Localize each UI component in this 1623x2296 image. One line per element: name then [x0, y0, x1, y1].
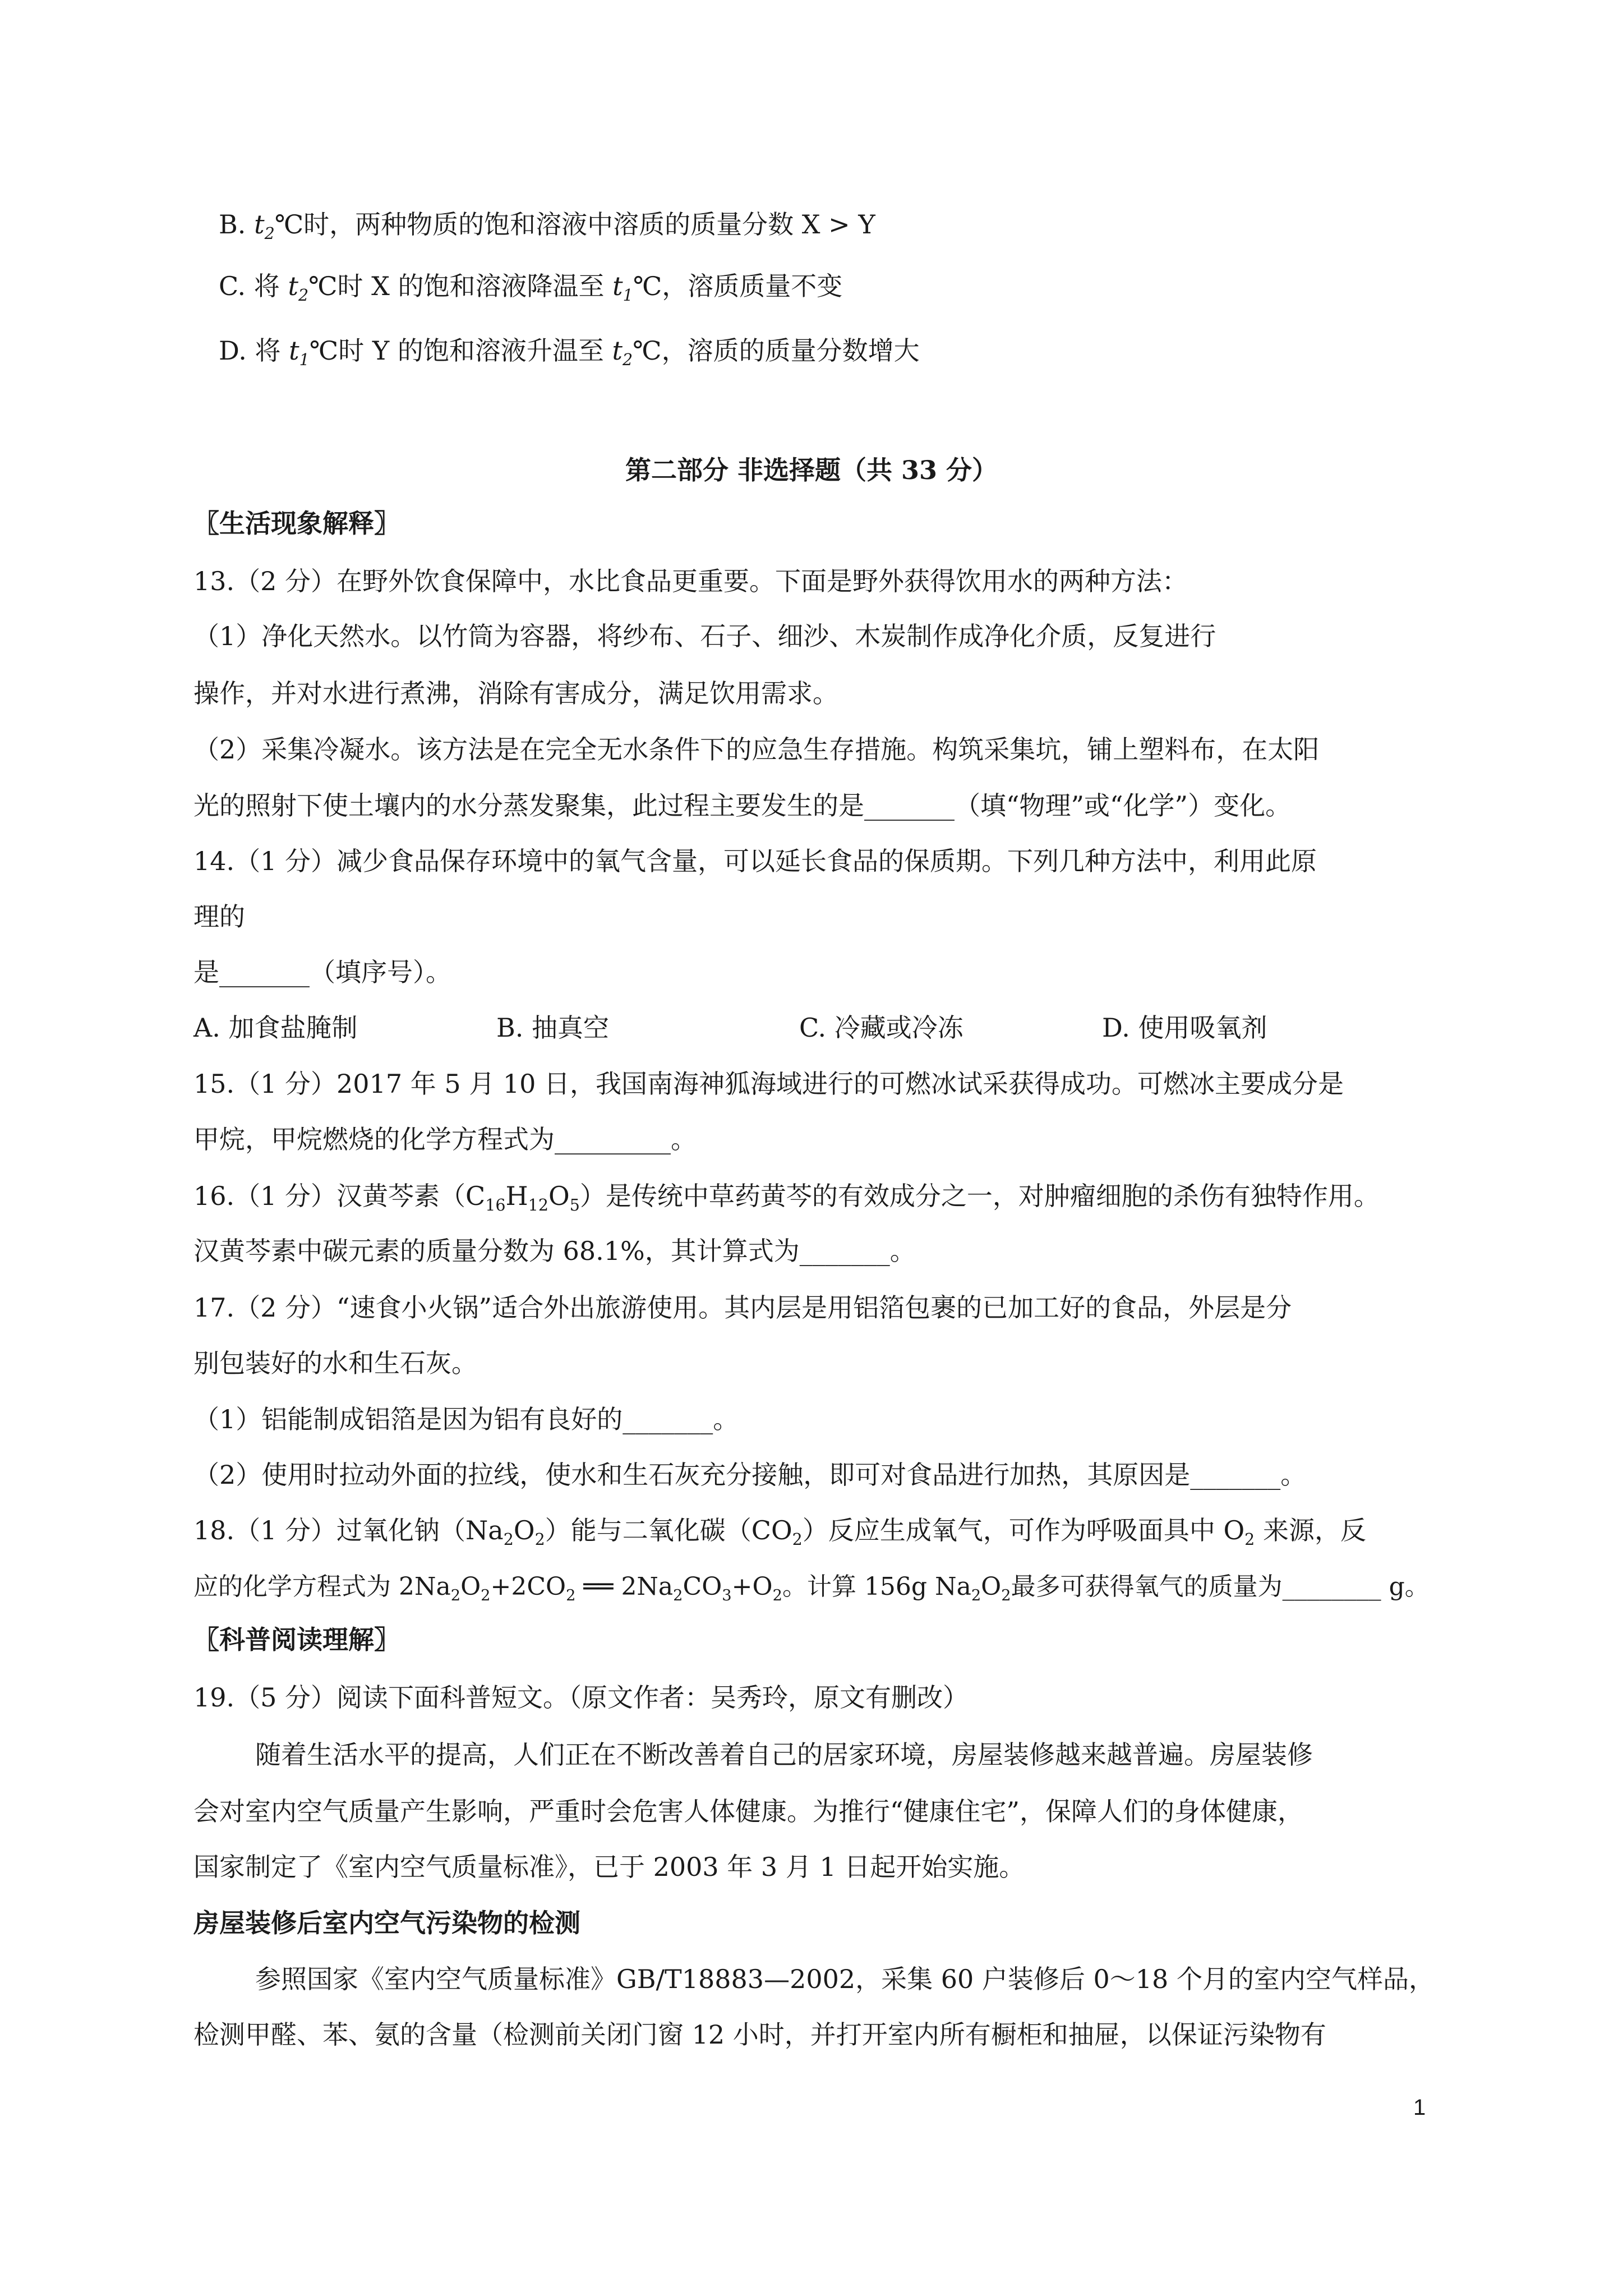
formula-subscript: 2 [971, 1586, 981, 1604]
question-text: （2）使用时拉动外面的拉线，使水和生石灰充分接触，即可对食品进行加热，其原因是 [193, 1460, 1191, 1490]
option-b [219, 208, 875, 241]
option-d-text: ℃时 Y 的饱和溶液升温至 [309, 335, 604, 366]
formula-element: O [513, 1515, 535, 1545]
formula-subscript: 3 [722, 1586, 732, 1604]
question-15-stem: 15.（1 分）2017 年 5 月 10 日，我国南海神狐海域进行的可燃冰试采获得成功。可燃冰主要成分是 [193, 1069, 1344, 1099]
question-18-equation-line [193, 1570, 1430, 1604]
question-text: 汉黄芩素中碳元素的质量分数为 68.1%，其计算式为 [193, 1236, 800, 1266]
formula-element: O [460, 1572, 481, 1601]
question-text: 。 [889, 1236, 916, 1266]
question-text: （填“物理”或“化学”）变化。 [955, 790, 1292, 821]
formula-subscript: 2 [792, 1530, 803, 1549]
passage-paragraph-1-line-2: 会对室内空气质量产生影响，严重时会危害人体健康。为推行“健康住宅”，保障人们的身体健康， [193, 1796, 1304, 1826]
answer-blank[interactable]: _________ [555, 1124, 671, 1154]
answer-blank[interactable]: _______ [1190, 1460, 1281, 1490]
formula-subscript: 2 [772, 1586, 782, 1604]
formula-subscript: 12 [528, 1196, 548, 1215]
question-13-part2: （2）采集冷凝水。该方法是在完全无水条件下的应急生存措施。构筑采集坑，铺上塑料布，在太阳 [193, 734, 1320, 765]
question-text: 。 [1280, 1460, 1307, 1490]
temp-symbol: t [288, 271, 298, 301]
temp-symbol: t [254, 209, 265, 240]
question-14-stem: 14.（1 分）减少食品保存环境中的氧气含量，可以延长食品的保质期。下列几种方法中，利用此原 [193, 846, 1317, 876]
question-text: 应的化学方程式为 2Na [193, 1572, 451, 1601]
formula-subscript: 2 [450, 1586, 461, 1604]
part-title: 第二部分 非选择题（共 33 分） [625, 455, 998, 485]
temp-subscript: 1 [299, 351, 310, 370]
question-16-answer-line [193, 1234, 916, 1268]
question-14-answer-line [193, 955, 451, 989]
formula-element: CO [683, 1572, 722, 1601]
formula-subscript: 16 [485, 1196, 506, 1215]
question-text: 。 [671, 1124, 697, 1154]
question-text: 。 [713, 1404, 739, 1434]
question-text: ）反应生成氧气，可作为呼吸面具中 O [802, 1515, 1245, 1545]
formula-element: +O [731, 1572, 773, 1601]
formula-subscript: 2 [1001, 1586, 1011, 1604]
question-text: ）能与二氧化碳（CO [545, 1515, 792, 1545]
option-d-text-end: ℃，溶质的质量分数增大 [633, 335, 920, 366]
question-16-stem [193, 1179, 1380, 1213]
question-13-stem: 13.（2 分）在野外饮食保障中，水比食品更重要。下面是野外获得饮用水的两种方法： [193, 566, 1188, 596]
option-c-label: C. 将 [219, 271, 280, 301]
formula-element: O [548, 1181, 570, 1211]
passage-paragraph-2: 参照国家《室内空气质量标准》GB/T18883—2002，采集 60 户装修后 0～18 个月的室内空气样品， [255, 1964, 1435, 1994]
question-17-part2 [193, 1458, 1306, 1492]
question-text: 来源，反 [1255, 1515, 1366, 1545]
answer-blank[interactable]: _______ [864, 790, 955, 821]
option-c-text-end: ℃，溶质质量不变 [633, 271, 843, 301]
option-a: A. 加食盐腌制 [193, 1013, 358, 1043]
question-text: 光的照射下使土壤内的水分蒸发聚集，此过程主要发生的是 [193, 790, 864, 821]
question-text: 16.（1 分）汉黄芩素（C [193, 1181, 486, 1211]
formula-subscript: 2 [503, 1530, 514, 1549]
question-17-stem-cont: 别包装好的水和生石灰。 [193, 1348, 477, 1378]
answer-blank[interactable]: _______ [219, 957, 310, 987]
formula-subscript: 2 [673, 1586, 683, 1604]
passage-paragraph-1: 随着生活水平的提高，人们正在不断改善着自己的居家环境，房屋装修越来越普遍。房屋装修 [255, 1740, 1313, 1770]
temp-symbol: t [612, 335, 623, 366]
question-14-stem-cont: 理的 [193, 901, 245, 932]
option-d [219, 334, 920, 370]
question-17-part1 [193, 1402, 739, 1436]
formula-element: H [505, 1181, 528, 1211]
formula-subscript: 2 [534, 1530, 545, 1549]
temp-subscript: 1 [623, 286, 633, 305]
page-number: 1 [1413, 2095, 1426, 2120]
option-b: B. 抽真空 [496, 1013, 610, 1043]
question-text: 甲烷，甲烷燃烧的化学方程式为 [193, 1124, 555, 1154]
question-text: g。 [1381, 1572, 1430, 1601]
question-13-part1-cont: 操作，并对水进行煮沸，消除有害成分，满足饮用需求。 [193, 678, 838, 708]
question-17-stem: 17.（2 分）“速食小火锅”适合外出旅游使用。其内层是用铝箔包裹的已加工好的食品，外层是分 [193, 1292, 1292, 1323]
question-13-part2-cont [193, 789, 1291, 822]
answer-blank[interactable]: _______ [799, 1236, 890, 1266]
question-text: 是 [193, 957, 219, 987]
question-text: （1）铝能制成铝箔是因为铝有良好的 [193, 1404, 623, 1434]
temp-symbol: t [612, 271, 623, 301]
option-b-text: ℃时，两种物质的饱和溶液中溶质的质量分数 X > Y [274, 209, 875, 240]
question-14-options [193, 1011, 1267, 1045]
question-18-stem [193, 1513, 1366, 1547]
option-c-text: ℃时 X 的饱和溶液降温至 [308, 271, 605, 301]
formula-element: +2CO [490, 1572, 566, 1601]
temp-subscript: 2 [298, 286, 309, 305]
section-heading-science: 〖科普阅读理解〗 [193, 1625, 400, 1655]
question-15-answer-line [193, 1122, 697, 1156]
passage-paragraph-1-line-3: 国家制定了《室内空气质量标准》，已于 2003 年 3 月 1 日起开始实施。 [193, 1852, 1025, 1882]
temp-subscript: 2 [622, 351, 633, 370]
section-heading-life: 〖生活现象解释〗 [193, 508, 400, 539]
option-d: D. 使用吸氧剂 [1102, 1013, 1267, 1043]
question-19-stem: 19.（5 分）阅读下面科普短文。（原文作者：吴秀玲，原文有删改） [193, 1682, 969, 1713]
formula-element: O [981, 1572, 1002, 1601]
passage-heading: 房屋装修后室内空气污染物的检测 [193, 1908, 580, 1938]
option-c [219, 269, 842, 303]
formula-subscript: 5 [569, 1196, 580, 1215]
question-text: 18.（1 分）过氧化钠（Na [193, 1515, 504, 1545]
option-d-label: D. 将 [219, 335, 281, 366]
formula-subscript: 2 [566, 1586, 576, 1604]
temp-symbol: t [289, 335, 299, 366]
formula-subscript: 2 [481, 1586, 491, 1604]
passage-paragraph-2-line-2: 检测甲醛、苯、氨的含量（检测前关闭门窗 12 小时，并打开室内所有橱柜和抽屉，以保证污染物有 [193, 2019, 1326, 2050]
formula-subscript: 2 [1244, 1530, 1255, 1549]
option-c: C. 冷藏或冷冻 [799, 1013, 963, 1043]
question-text: ）是传统中草药黄芩的有效成分之一，对肿瘤细胞的杀伤有独特作用。 [579, 1181, 1380, 1211]
question-text: 。计算 156g Na [782, 1572, 971, 1601]
answer-blank[interactable]: ________ [1282, 1572, 1381, 1601]
temp-subscript: 2 [264, 224, 275, 243]
question-13-part1: （1）净化天然水。以竹筒为容器，将纱布、石子、细沙、木炭制作成净化介质，反复进行 [193, 621, 1216, 651]
question-text: （填序号）。 [310, 957, 451, 987]
answer-blank[interactable]: _______ [623, 1404, 713, 1434]
question-text: 最多可获得氧气的质量为 [1011, 1572, 1283, 1601]
formula-element: ══ 2Na [575, 1572, 674, 1601]
option-b-label: B. [219, 209, 246, 240]
